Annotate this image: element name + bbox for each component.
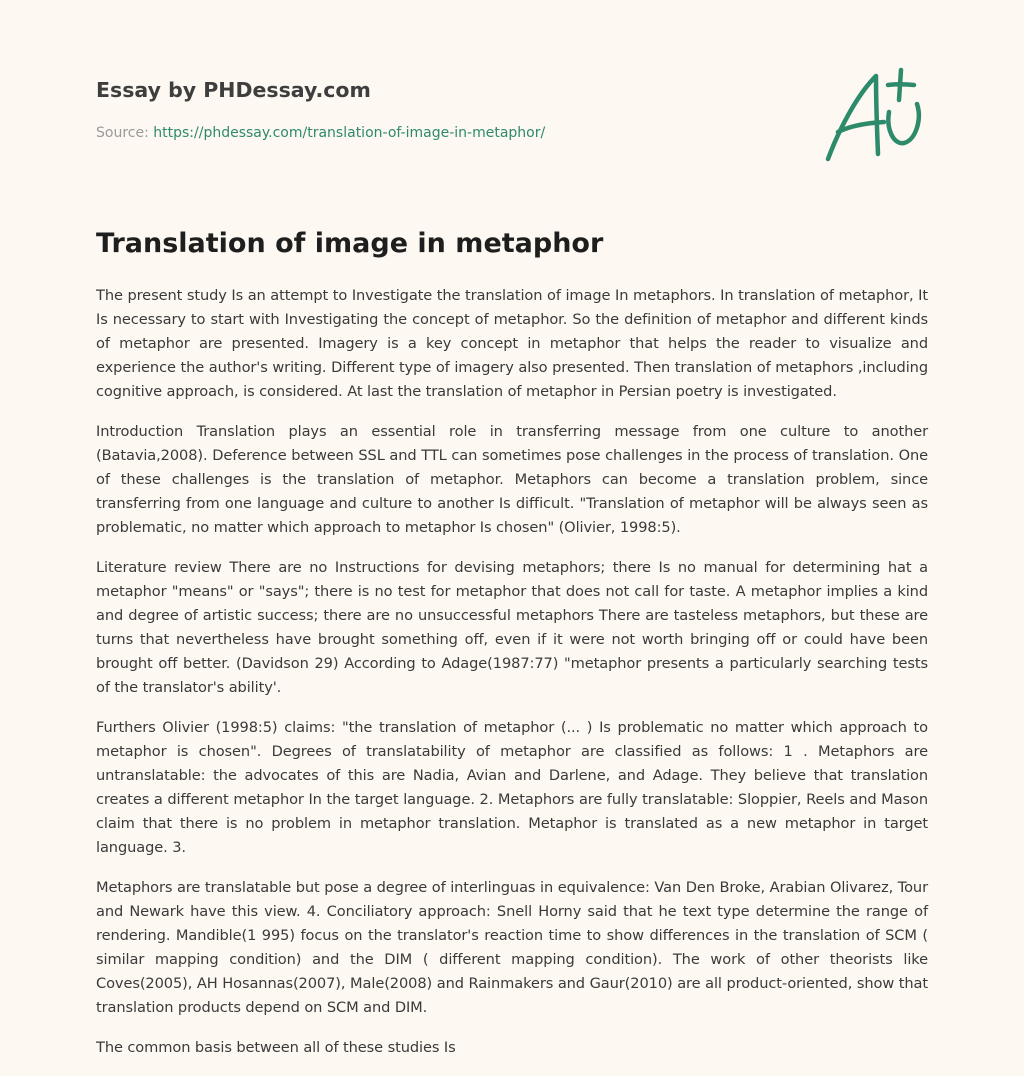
- essay-body: [96, 284, 928, 1076]
- essay-title: Translation of image in metaphor: [96, 228, 604, 259]
- essay-paragraph: Metaphors are translatable but pose a degree of interlinguas in equivalence: Van Den Broke, Arabian Olivarez, Tour and Newark have this view. 4. Conciliatory approach: Snell Horny said that he text type determine the range of rendering. Mandible(1 995) focus on the translator's reaction time to show differences in the translation of SCM ( similar mapping condition) and the DIM ( different mapping condition). The work of other theorists like Coves(2005), AH Hosannas(2007), Male(2008) and Rainmakers and Gaur(2010) are all product-oriented, show that translation products depend on SCM and DIM.: [96, 879, 928, 1016]
- essay-paragraph: The present study Is an attempt to Investigate the translation of image In metaphors. In translation of metaphor, It Is necessary to start with Investigating the concept of metaphor. So the definition of metaphor and different kinds of metaphor are presented. Imagery is a key concept in metaphor that helps the reader to visualize and experience the author's writing. Different type of imagery also presented. Then translation of metaphors ,including cognitive approach, is considered. At last the translation of metaphor in Persian poetry is investigated.: [96, 287, 928, 400]
- a-plus-logo-icon: [822, 66, 930, 166]
- source-line: [96, 124, 796, 142]
- source-label: Source:: [96, 125, 149, 141]
- essay-paragraph: Introduction Translation plays an essential role in transferring message from one culture to another (Batavia,2008). Deference between SSL and TTL can sometimes pose challenges in the process of translation. One of these challenges is the translation of metaphor. Metaphors can become a translation problem, since transferring from one language and culture to another Is difficult. "Translation of metaphor will be always seen as problematic, no matter which approach to metaphor Is chosen" (Olivier, 1998:5).: [96, 423, 928, 536]
- essay-paragraph: Literature review There are no Instructions for devising metaphors; there Is no manual for determining hat a metaphor "means" or "says"; there is no test for metaphor that does not call for taste. A metaphor implies a kind and degree of artistic success; there are no unsuccessful metaphors There are tasteless metaphors, but these are turns that nevertheless have brought something off, even if it were not worth bringing off or could have been brought off better. (Davidson 29) According to Adage(1987:77) "metaphor presents a particularly searching tests of the translator's ability'.: [96, 559, 928, 696]
- essay-paragraph: The common basis between all of these studies Is: [96, 1039, 456, 1056]
- essay-paragraph: Furthers Olivier (1998:5) claims: "the translation of metaphor (... ) Is problematic no matter which approach to metaphor is chosen". Degrees of translatability of metaphor are classified as follows: 1 . Metaphors are untranslatable: the advocates of this are Nadia, Avian and Darlene, and Adage. They believe that translation creates a different metaphor In the target language. 2. Metaphors are fully translatable: Sloppier, Reels and Mason claim that there is no problem in metaphor translation. Metaphor is translated as a new metaphor in target language. 3.: [96, 719, 928, 856]
- essay-header: [96, 78, 796, 142]
- site-title: Essay by PHDessay.com: [96, 78, 371, 102]
- source-link[interactable]: https://phdessay.com/translation-of-image-in-metaphor/: [153, 125, 546, 141]
